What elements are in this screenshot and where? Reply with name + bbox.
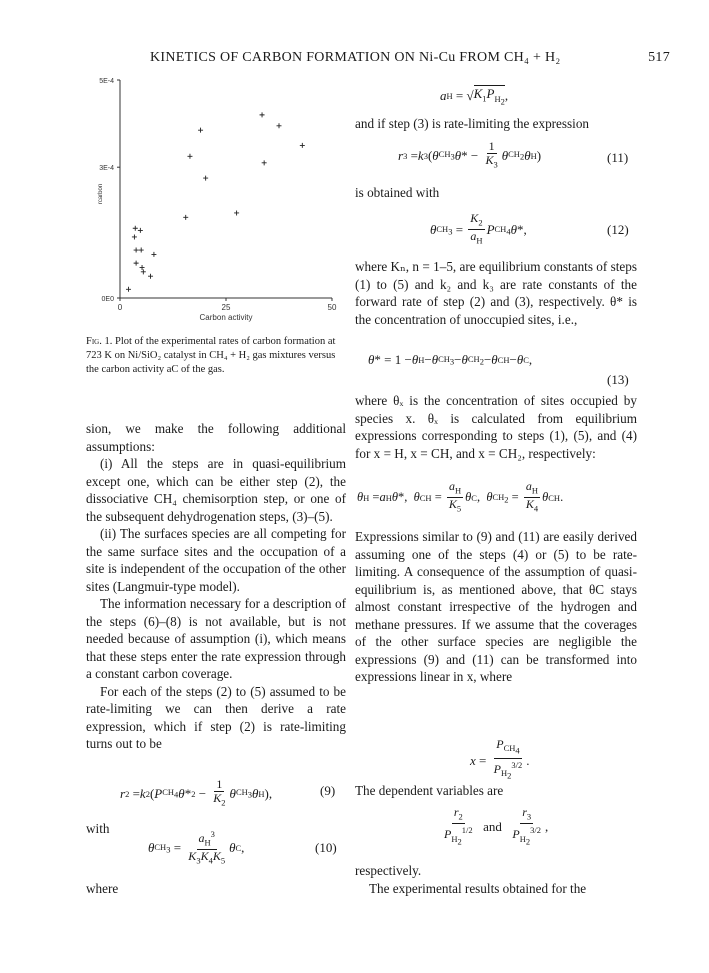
equation-theta-expressions: θ H = a H θ *, θ CH = $\frac{a_H}{K_5}$ θ C , θ $CH_2$ = $\frac{a_H}{K_4}$ θ CH .	[357, 479, 564, 514]
data-point	[139, 248, 144, 253]
data-point	[187, 154, 192, 159]
data-point	[151, 252, 156, 257]
equation-10: θ $CH_3$ = $\frac{a_H^3}{K_3K_4K_5}$ θ C ,	[148, 829, 245, 866]
y-axis-label: rcarbon	[98, 183, 104, 205]
data-point	[138, 228, 143, 233]
final-line-wrap	[355, 880, 637, 898]
paragraph: (i) All the steps are in quasi-equilibrium except one, which can be either step (2), the dissociative CH₄ chemisorption step, or one of the subsequent dehydrogenation steps, (3)–(5).	[86, 456, 346, 524]
data-point	[183, 215, 188, 220]
data-point	[203, 176, 208, 181]
x-tick-label: 50	[327, 303, 337, 312]
page-number: 517	[648, 50, 670, 65]
where-label: where	[86, 881, 119, 896]
equation-number: (11)	[607, 150, 629, 165]
paragraph: sion, we make the following additional assumptions:	[86, 421, 346, 454]
y-tick-label: 0E0	[101, 296, 114, 303]
equation-number: (10)	[315, 840, 337, 855]
and-word: and	[483, 819, 502, 835]
data-point	[234, 210, 239, 215]
obtained-with: is obtained with	[355, 185, 440, 200]
equation-aH: a H = √ $K_1P_{H_2}$ ,	[440, 86, 509, 107]
equation-13: θ * = 1 − θ H − θ $CH_3$ − θ $CH_2$ − θ CH − θ C ,	[368, 352, 533, 367]
right-para-theta: where θₓ is the concentration of sites occupied by species x. θₓ is calculated from equilibrium expressions corresponding to steps (1), (5), and (4) for x = H, x = CH, and x = CH₂, respectively:	[355, 393, 637, 461]
equation-number: (12)	[607, 222, 629, 237]
equation-number: (13)	[607, 372, 629, 387]
data-point	[262, 160, 267, 165]
equation-x: x = $\frac{P_{CH_4}}{P_{H_2}^{3/2}}$ .	[470, 737, 530, 782]
data-point	[277, 123, 282, 128]
data-point	[134, 261, 139, 266]
equation-11: r 3 = k 3 ( θ $CH_3$ θ * − $\frac{1}{K_3}$ θ $CH_2$ θ H )	[398, 139, 542, 170]
data-point	[300, 143, 305, 148]
with-label: with	[86, 821, 110, 836]
data-point	[140, 265, 145, 270]
running-title: KINETICS OF CARBON FORMATION ON Ni-Cu FROM CH₄ + H₂	[150, 50, 561, 65]
data-point	[133, 226, 138, 231]
figure-caption-label: Fig. 1.	[86, 336, 113, 347]
data-point	[198, 128, 203, 133]
data-point	[141, 269, 146, 274]
data-point	[132, 234, 137, 239]
dependent-text: The dependent variables are	[355, 783, 504, 798]
y-tick-label: 5E-4	[99, 78, 114, 85]
y-tick-label: 3E-4	[99, 165, 114, 173]
final-line: The experimental results obtained for the	[369, 881, 587, 896]
figure-caption-text: Plot of the experimental rates of carbon formation at 723 K on Ni/SiO₂ catalyst in CH₄ + H₂ gas mixtures versus the carbon activity aC of the gas.	[86, 336, 336, 375]
data-point	[134, 248, 139, 253]
equation-9: r 2 = k 2 ( P $CH_4$ θ * 2 − $\frac{1}{K_2}$ θ $CH_3$ θ H ),	[120, 777, 273, 808]
left-column-text	[86, 420, 346, 753]
right-para-expressions: Expressions similar to (9) and (11) are easily derived assuming one of the steps (4) or (5) to be rate-limiting. A consequence of the assumption of quasi-equilibrium is, as mentioned above, that θC stays almost constant irrespective of the hydrogen and methane pressures. If we assume that the coverages of the other surface species are negligible the expressions (9) and (11) can be transformed into expressions linear in x, where	[355, 529, 637, 684]
respectively-text: respectively.	[355, 863, 422, 878]
x-tick-label: 0	[117, 303, 123, 312]
figure-1	[70, 70, 350, 350]
equation-dependent-variables: $\frac{r_2}{P_{H_2}^{1/2}}$ and $\frac{r_3}{P_{H_2}^{3/2}}$ ,	[444, 805, 549, 847]
data-point	[148, 274, 153, 279]
x-axis-label: Carbon activity	[199, 313, 253, 322]
data-point	[260, 112, 265, 117]
right-para-where: where Kₙ, n = 1–5, are equilibrium constants of steps (1) to (5) and k₂ and k₃ are rate constants of the forward rate of step (2) and (3), respectively. θ* is the concentration of unoccupied sites, i.e.,	[355, 259, 637, 327]
right-intro: and if step (3) is rate-limiting the expression	[355, 116, 590, 131]
paragraph: For each of the steps (2) to (5) assumed to be rate-limiting we can then derive a rate expression, which if step (2) is rate-limiting turns out to be	[86, 683, 346, 751]
x-tick-label: 25	[221, 303, 231, 312]
paragraph: The information necessary for a description of the steps (6)–(8) is not available, but is not needed because of assumption (i), which means that these steps enter the rate expression through a constant carbon coverage.	[86, 596, 346, 681]
scatter-chart	[70, 70, 350, 330]
figure-caption	[86, 335, 348, 377]
paragraph: (ii) The surfaces species are all competing for the same surface sites and the occupation of a site is independent of the occupation of the other sites (Langmuir-type model).	[86, 526, 346, 594]
equation-12: θ $CH_3$ = $\frac{K_2}{a_H}$ P $CH_4$ θ *,	[430, 211, 527, 246]
data-point	[126, 287, 131, 292]
equation-number: (9)	[320, 783, 336, 798]
